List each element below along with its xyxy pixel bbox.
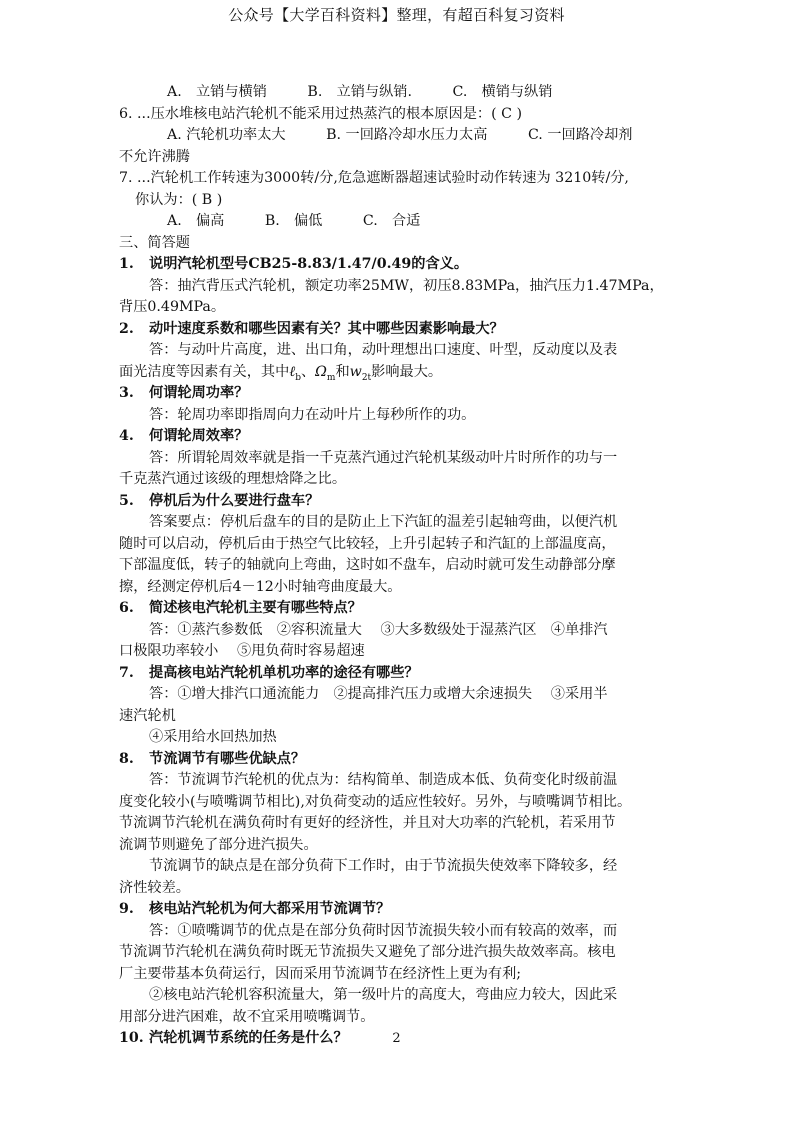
mc-option: C. 横销与纵销 <box>452 84 553 100</box>
answer-line: 流调节则避免了部分进汽损失。 <box>119 836 318 853</box>
page-header: 公众号【大学百科资料】整理，有超百科复习资料 <box>228 6 565 24</box>
section-title: 三、简答题 <box>119 234 190 251</box>
mc-q7-options <box>119 211 679 233</box>
question-title: 节流调节有哪些优缺点？ <box>149 750 306 767</box>
mc-option: C. 一回路冷却剂 <box>527 127 633 143</box>
mc-option: C. 合适 <box>362 213 421 229</box>
answer-line: 用部分进汽困难，故不宜采用喷嘴调节。 <box>119 1008 375 1025</box>
question-title: 何谓轮周效率？ <box>149 428 249 444</box>
answer-line: 答：与动叶片高度，进、出口角，动叶理想出口速度、叶型，反动度以及表 <box>149 342 618 358</box>
symbol-w: w <box>349 363 362 380</box>
answer-line: ④采用给水回热加热 <box>149 729 277 745</box>
answer-line: 擦，经测定停机后4－12小时轴弯曲度最大。 <box>119 578 402 595</box>
answer-line: 随时可以启动，停机后由于热空气比较轻，上升引起转子和汽缸的上部温度高， <box>119 535 616 552</box>
question-title: 简述核电汽轮机主要有哪些特点？ <box>149 600 362 616</box>
mc-q6-stem: 6. ...压水堆核电站汽轮机不能采用过热蒸汽的根本原因是：( C ) <box>119 105 523 122</box>
answer-line: 答案要点：停机后盘车的目的是防止上下汽缸的温差引起轴弯曲，以便汽机 <box>149 514 618 530</box>
answer-line: 答：抽汽背压式汽轮机，额定功率25MW，初压8.83MPa，抽汽压力1.47MPa， <box>149 277 664 294</box>
question-title: 提高核电站汽轮机单机功率的途径有哪些？ <box>149 664 419 681</box>
question-title: 何谓轮周功率？ <box>149 385 249 401</box>
question-3 <box>119 383 679 405</box>
answer-line: 下部温度低，转子的轴就向上弯曲，这时如不盘车，启动时就可发生动静部分摩 <box>119 557 616 573</box>
question-title: 说明汽轮机型号CB25-8.83/1.47/0.49的含义。 <box>149 256 469 272</box>
answer-line: 口极限功率较小 ⑤甩负荷时容易超速 <box>119 643 365 659</box>
question-number: 3. <box>119 385 134 401</box>
question-number: 5. <box>119 492 134 509</box>
question-5 <box>119 491 679 513</box>
mc-option: B. 立销与纵销. <box>307 84 412 100</box>
question-title: 停机后为什么要进行盘车？ <box>149 492 320 509</box>
page-number: 2 <box>392 1031 401 1046</box>
question-title: 核电站汽轮机为何大都采用节流调节？ <box>149 901 391 917</box>
question-title: 汽轮机调节系统的任务是什么？ <box>149 1030 348 1046</box>
mc-option: A. 立销与横销 <box>167 84 267 100</box>
question-7 <box>119 663 679 685</box>
answer-line: 节流调节汽轮机在满负荷时既无节流损失又避免了部分进汽损失故效率高。核电 <box>119 944 616 960</box>
question-6 <box>119 598 679 620</box>
symbol-l: ℓ <box>289 363 296 380</box>
answer-line: 答：节流调节汽轮机的优点为：结构简单、制造成本低、负荷变化时级前温 <box>149 772 618 788</box>
answer-line: 答：①增大排汽口通流能力 ②提高排汽压力或增大余速损失 ③采用半 <box>149 686 608 702</box>
answer-line: 节流调节汽轮机在满负荷时有更好的经济性，并且对大功率的汽轮机，若采用节 <box>119 815 616 831</box>
question-number: 6. <box>119 600 134 616</box>
answer-line: 度变化较小(与喷嘴调节相比),对负荷变动的适应性较好。另外，与喷嘴调节相比。 <box>119 793 632 810</box>
answer-line: 厂主要带基本负荷运行，因而采用节流调节在经济性上更为有利; <box>119 965 522 982</box>
answer-line: ②核电站汽轮机容积流量大，第一级叶片的高度大，弯曲应力较大，因此采 <box>149 987 618 1003</box>
answer-line: 节流调节的缺点是在部分负荷下工作时，由于节流损失使效率下降较多，经 <box>149 858 618 874</box>
document-body <box>119 82 679 1050</box>
mc-q7-stem: 7. ...汽轮机工作转速为3000转/分,危急遮断器超速试验时动作转速为 3210转/分, <box>119 170 629 186</box>
symbol-omega: Ω <box>315 363 327 380</box>
answer-line: 速汽轮机 <box>119 707 176 724</box>
answer-line: 济性较差。 <box>119 879 190 896</box>
question-2 <box>119 319 679 341</box>
question-number: 9. <box>119 901 134 917</box>
mc-option: A. 汽轮机功率太大 <box>167 127 286 143</box>
answer-line: 千克蒸汽通过该级的理想焓降之比。 <box>119 471 347 487</box>
answer-line: 答：轮周功率即指周向力在动叶片上每秒所作的功。 <box>149 406 476 423</box>
mc-q6-options <box>119 125 679 147</box>
question-number: 4. <box>119 428 134 444</box>
question-number: 10. <box>119 1030 144 1046</box>
answer-line: 答：①喷嘴调节的优点是在部分负荷时因节流损失较小而有较高的效率，而 <box>149 922 618 939</box>
answer-line-formula: 面光洁度等因素有关，其中ℓ$_b$、$\Omega_m$和$w_{2t}$影响最大。 <box>119 363 443 383</box>
question-title: 动叶速度系数和哪些因素有关？其中哪些因素影响最大？ <box>149 320 504 337</box>
mc-option: B. 偏低 <box>264 213 323 229</box>
question-4 <box>119 426 679 448</box>
question-1 <box>119 254 679 276</box>
question-number: 8. <box>119 750 134 767</box>
answer-line: 答：所谓轮周效率就是指一千克蒸汽通过汽轮机某级动叶片时所作的功与一 <box>149 449 618 466</box>
answer-line: 答：①蒸汽参数低 ②容积流量大 ③大多数级处于湿蒸汽区 ④单排汽 <box>149 621 608 638</box>
question-9 <box>119 899 679 921</box>
mc-q5-options <box>119 82 679 104</box>
question-number: 2. <box>119 320 134 337</box>
mc-q6-continuation: 不允许沸腾 <box>119 148 190 165</box>
question-number: 7. <box>119 664 134 681</box>
question-8 <box>119 749 679 771</box>
mc-option: B. 一回路冷却水压力太高 <box>326 127 488 143</box>
answer-line: 背压0.49MPa。 <box>119 299 226 315</box>
question-number: 1. <box>119 256 134 272</box>
mc-q7-stem-line2: 你认为：( B ) <box>135 191 223 208</box>
mc-option: A. 偏高 <box>167 213 225 229</box>
